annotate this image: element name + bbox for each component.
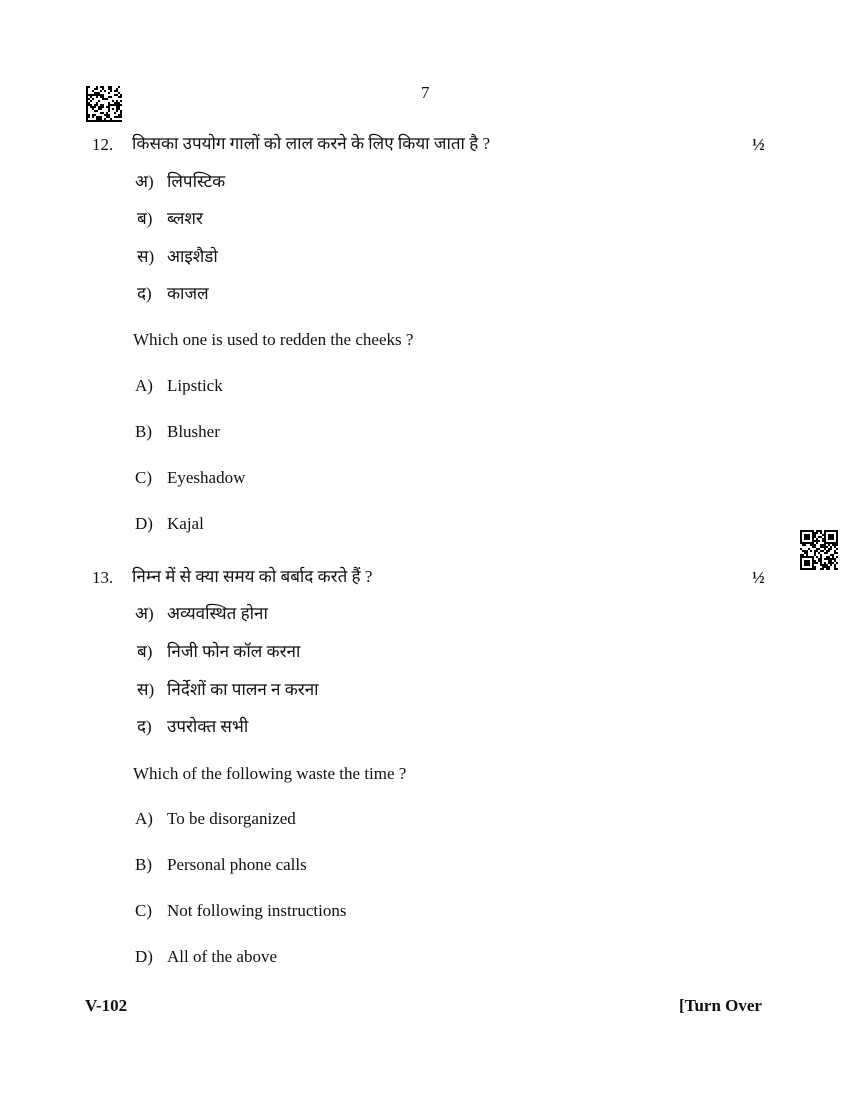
english-option-label: B)	[135, 422, 152, 441]
english-option-label: D)	[135, 947, 153, 966]
hindi-option-label: द)	[137, 284, 152, 303]
marks: ½	[752, 568, 765, 587]
hindi-option-text: लिपस्टिक	[167, 172, 226, 191]
english-option-text: To be disorganized	[167, 809, 296, 828]
paper-code: V-102	[85, 996, 128, 1015]
english-option-text: Eyeshadow	[167, 468, 246, 487]
qr-code	[800, 530, 838, 570]
english-option-label: C)	[135, 468, 152, 487]
english-option-text: Personal phone calls	[167, 855, 307, 874]
hindi-option-text: अव्यवस्थित होना	[167, 604, 268, 623]
hindi-option-label: स)	[137, 247, 155, 266]
hindi-option-label: अ)	[135, 172, 154, 191]
hindi-option-text: आइशैडो	[167, 247, 218, 266]
hindi-option-text: निजी फोन कॉल करना	[167, 642, 301, 661]
hindi-option-label: स)	[137, 680, 155, 699]
marks: ½	[752, 135, 765, 154]
question-number: 12.	[92, 135, 114, 154]
english-option-text: All of the above	[167, 947, 277, 966]
english-question: Which one is used to redden the cheeks ?	[133, 330, 414, 349]
hindi-option-label: ब)	[137, 642, 153, 661]
question-number: 13.	[92, 568, 114, 587]
english-option-text: Kajal	[167, 514, 204, 533]
hindi-option-text: उपरोक्त सभी	[167, 717, 249, 736]
datamatrix-code	[86, 86, 122, 122]
english-option-label: B)	[135, 855, 152, 874]
turn-over-label: [Turn Over	[679, 996, 762, 1015]
hindi-option-label: द)	[137, 717, 152, 736]
hindi-option-label: अ)	[135, 604, 154, 623]
english-option-text: Lipstick	[167, 376, 223, 395]
english-option-text: Not following instructions	[167, 901, 347, 920]
english-option-label: D)	[135, 514, 153, 533]
page-number: 7	[421, 83, 430, 102]
hindi-option-text: ब्लशर	[167, 209, 203, 228]
hindi-option-text: काजल	[167, 284, 209, 303]
hindi-option-label: ब)	[137, 209, 153, 228]
english-option-label: A)	[135, 809, 153, 828]
hindi-question: किसका उपयोग गालों को लाल करने के लिए किया जाता है ?	[132, 134, 491, 153]
hindi-question: निम्न में से क्या समय को बर्बाद करते हैं ?	[132, 567, 373, 586]
english-option-text: Blusher	[167, 422, 220, 441]
english-question: Which of the following waste the time ?	[133, 764, 407, 783]
english-option-label: A)	[135, 376, 153, 395]
english-option-label: C)	[135, 901, 152, 920]
hindi-option-text: निर्देशों का पालन न करना	[167, 680, 319, 699]
